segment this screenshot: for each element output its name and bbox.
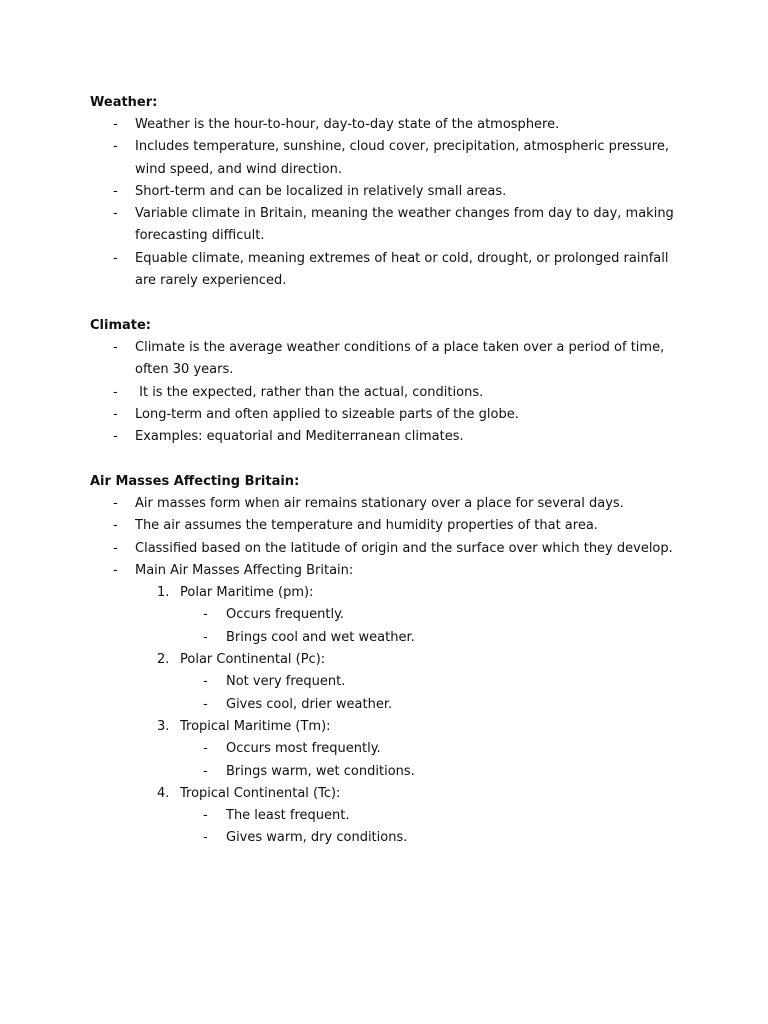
list-item-text: Gives cool, drier weather.	[226, 696, 393, 712]
list-item-text: Climate is the average weather conditions of a place taken over a period of time, often 30 years.	[135, 340, 665, 378]
bullet-dash: -	[113, 406, 118, 422]
bullet-dash: -	[203, 674, 208, 690]
list-item-text: Gives warm, dry conditions.	[226, 830, 408, 846]
bullet-dash: -	[113, 340, 118, 355]
list-item-text: Brings cool and wet weather.	[226, 629, 415, 645]
air-mass-item	[0, 783, 768, 805]
bullet-dash: -	[113, 562, 118, 578]
list-item-text: Examples: equatorial and Mediterranean climates.	[135, 429, 464, 445]
list-item	[0, 136, 768, 181]
list-item-text: Includes temperature, sunshine, cloud cover, precipitation, atmospheric pressure, wind speed, and wind direction.	[135, 139, 669, 177]
bullet-dash: -	[113, 384, 118, 400]
bullet-dash: -	[113, 139, 118, 155]
air-mass-name: Tropical Continental (Tc):	[180, 785, 341, 801]
bullet-dash: -	[113, 183, 118, 199]
list-item-text: Air masses form when air remains stationary over a place for several days.	[135, 496, 624, 511]
bullet-dash: -	[113, 429, 118, 445]
list-number: 3.	[157, 718, 170, 734]
list-item-text: Brings warm, wet conditions.	[226, 763, 415, 779]
list-item	[0, 337, 768, 382]
air-masses-list	[0, 493, 768, 850]
bullet-dash: -	[113, 540, 118, 556]
list-item-text: It is the expected, rather than the actual, conditions.	[135, 384, 484, 400]
list-item	[0, 694, 768, 716]
bullet-dash: -	[203, 607, 208, 623]
list-number: 1.	[157, 585, 170, 601]
list-item	[0, 426, 768, 448]
air-mass-item	[0, 582, 768, 604]
bullet-dash: -	[113, 518, 118, 534]
list-item	[0, 248, 768, 293]
list-item-text: The air assumes the temperature and humidity properties of that area.	[135, 518, 598, 534]
list-item	[0, 538, 768, 560]
list-item	[0, 805, 768, 827]
air-mass-name: Tropical Maritime (Tm):	[180, 718, 331, 734]
air-mass-name: Polar Continental (Pc):	[180, 652, 326, 668]
list-item	[0, 114, 768, 136]
list-item	[0, 493, 768, 515]
air-masses-heading: Air Masses Affecting Britain:	[90, 474, 300, 489]
list-item	[0, 181, 768, 203]
list-item	[0, 404, 768, 426]
list-number: 2.	[157, 652, 170, 668]
list-item-text: Variable climate in Britain, meaning the weather changes from day to day, making forecasting difficult.	[135, 206, 674, 244]
bullet-dash: -	[113, 496, 118, 511]
weather-heading: Weather:	[90, 95, 158, 110]
list-item	[0, 515, 768, 537]
list-item	[0, 203, 768, 248]
list-item-text: Long-term and often applied to sizeable parts of the globe.	[135, 406, 519, 422]
bullet-dash: -	[203, 741, 208, 757]
list-item	[0, 827, 768, 849]
weather-list	[0, 114, 768, 292]
list-item	[0, 627, 768, 649]
bullet-dash: -	[203, 830, 208, 846]
air-mass-item	[0, 716, 768, 738]
list-item-text: Not very frequent.	[226, 674, 346, 690]
air-mass-name: Polar Maritime (pm):	[180, 585, 314, 601]
list-item	[0, 560, 768, 582]
bullet-dash: -	[113, 250, 118, 266]
bullet-dash: -	[203, 696, 208, 712]
bullet-dash: -	[203, 808, 208, 824]
bullet-dash: -	[203, 763, 208, 779]
list-item	[0, 738, 768, 760]
list-number: 4.	[157, 785, 170, 801]
list-item-text: Short-term and can be localized in relatively small areas.	[135, 183, 507, 199]
list-item-text: Weather is the hour-to-hour, day-to-day state of the atmosphere.	[135, 117, 560, 132]
climate-heading: Climate:	[90, 318, 152, 333]
bullet-dash: -	[113, 117, 118, 132]
list-item-text: Main Air Masses Affecting Britain:	[135, 562, 354, 578]
list-item	[0, 671, 768, 693]
list-item-text: Classified based on the latitude of origin and the surface over which they develop.	[135, 540, 673, 556]
bullet-dash: -	[203, 629, 208, 645]
air-mass-item	[0, 649, 768, 671]
list-item	[0, 604, 768, 626]
bullet-dash: -	[113, 206, 118, 222]
list-item	[0, 761, 768, 783]
list-item-text: Equable climate, meaning extremes of heat or cold, drought, or prolonged rainfall are rarely experienced.	[135, 250, 669, 289]
climate-list	[0, 337, 768, 448]
list-item-text: Occurs frequently.	[226, 607, 345, 623]
list-item-text: The least frequent.	[226, 808, 350, 824]
list-item	[0, 382, 768, 404]
list-item-text: Occurs most frequently.	[226, 741, 381, 757]
